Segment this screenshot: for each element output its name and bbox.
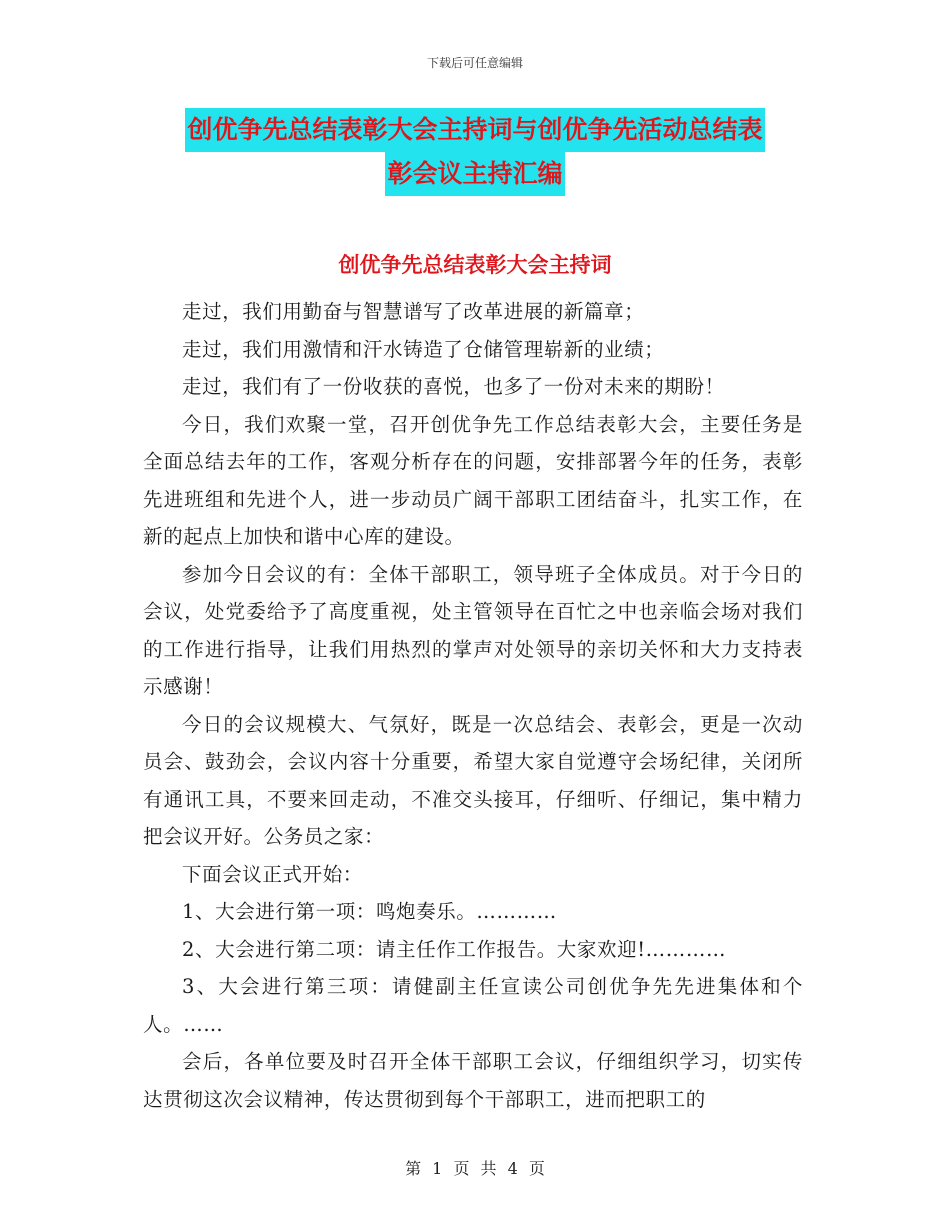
paragraph: 2、大会进行第二项：请主任作工作报告。大家欢迎!………… (182, 937, 727, 961)
section-title: 创优争先总结表彰大会主持词 (338, 253, 612, 277)
paragraph: 下面会议正式开始： (182, 862, 363, 886)
paragraph: 参加今日会议的有：全体干部职工，领导班子全体成员。对于今日的会议，处党委给予了高度重视，处主管领导在百忙之中也亲临会场对我们的工作进行指导，让我们用热烈的掌声对处领导的亲切关怀和大力支持表示感谢！ (143, 562, 803, 698)
paragraph: 走过，我们有了一份收获的喜悦，也多了一份对未来的期盼！ (182, 375, 725, 398)
paragraph: 走过，我们用勤奋与智慧谱写了改革进展的新篇章； (182, 300, 645, 323)
paragraph: 今日，我们欢聚一堂，召开创优争先工作总结表彰大会，主要任务是全面总结去年的工作，客观分析存在的问题，安排部署今年的任务，表彰先进班组和先进个人，进一步动员广阔干部职工团结奋斗，扎实工作，在新的起点上加快和谐中心库的建设。 (143, 412, 803, 548)
paragraph: 走过，我们用激情和汗水铸造了仓储管理崭新的业绩； (182, 337, 665, 361)
document-title-line-2: 彰会议主持汇编 (385, 152, 564, 196)
paragraph: 1、大会进行第一项：鸣炮奏乐。………… (182, 900, 557, 923)
paragraph: 3、大会进行第三项：请健副主任宣读公司创优争先先进集体和个人。…… (143, 975, 803, 1036)
document-title-line-1: 创优争先总结表彰大会主持词与创优争先活动总结表 (185, 108, 764, 152)
paragraph: 会后，各单位要及时召开全体干部职工会议，仔细组织学习，切实传达贯彻这次会议精神，传达贯彻到每个干部职工，进而把职工的 (143, 1050, 803, 1111)
paragraph: 今日的会议规模大、气氛好，既是一次总结会、表彰会，更是一次动员会、鼓劲会，会议内容十分重要，希望大家自觉遵守会场纪律，关闭所有通讯工具，不要来回走动，不准交头接耳，仔细听、仔细记，集中精力把会议开好。公务员之家： (143, 712, 803, 848)
header-note: 下载后可任意编辑 (426, 56, 523, 70)
page-footer: 第 1 页 共 4 页 (405, 1159, 545, 1178)
document-title (0, 108, 950, 196)
body-text (143, 293, 803, 1118)
